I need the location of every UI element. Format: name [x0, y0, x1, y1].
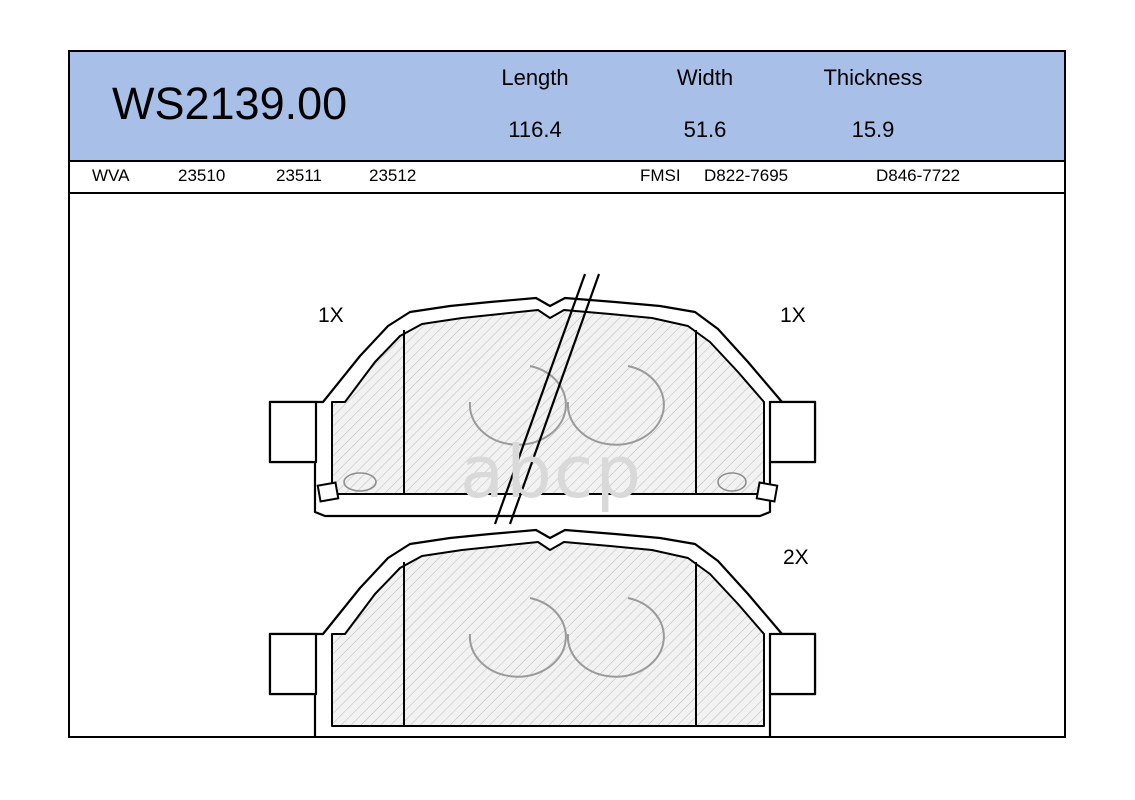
- wva-code-3: 23512: [369, 166, 417, 185]
- fmsi-label: FMSI: [640, 166, 681, 185]
- datasheet-card: [68, 50, 1066, 738]
- spec-thickness-value: 15.9: [851, 117, 895, 142]
- spec-width-label: Width: [676, 65, 734, 90]
- spec-length-label: Length: [501, 65, 569, 90]
- spec-thickness: [783, 64, 963, 144]
- pad-lower: [270, 530, 815, 736]
- wva-label: WVA: [92, 166, 130, 185]
- quantity-top-right: 1X: [780, 304, 806, 327]
- page-title: WS2139.00: [112, 78, 348, 129]
- fmsi-code-2: D846-7722: [876, 166, 961, 185]
- quantity-top-left: 1X: [318, 304, 344, 327]
- pad-upper-ear-left: [270, 402, 316, 462]
- fmsi-code-1: D822-7695: [704, 166, 789, 185]
- code-row: [70, 162, 1064, 194]
- quantity-bottom: 2X: [783, 546, 809, 569]
- pad-lower-ear-left: [270, 634, 316, 694]
- watermark: abcp: [460, 430, 644, 514]
- wva-code-2: 23511: [276, 166, 323, 185]
- pad-lower-ear-right: [770, 634, 815, 694]
- brake-pad-svg: [70, 194, 1064, 736]
- spec-width: [615, 64, 795, 144]
- spec-thickness-label: Thickness: [823, 65, 923, 90]
- pad-upper: [270, 274, 815, 524]
- spec-length: [445, 64, 625, 144]
- header-band: [70, 52, 1064, 162]
- spec-width-value: 51.6: [683, 117, 727, 142]
- pad-upper-ear-right: [770, 402, 815, 462]
- spec-length-value: 116.4: [508, 117, 562, 142]
- wva-code-1: 23510: [178, 166, 226, 185]
- brake-pad-drawing: [70, 194, 1064, 736]
